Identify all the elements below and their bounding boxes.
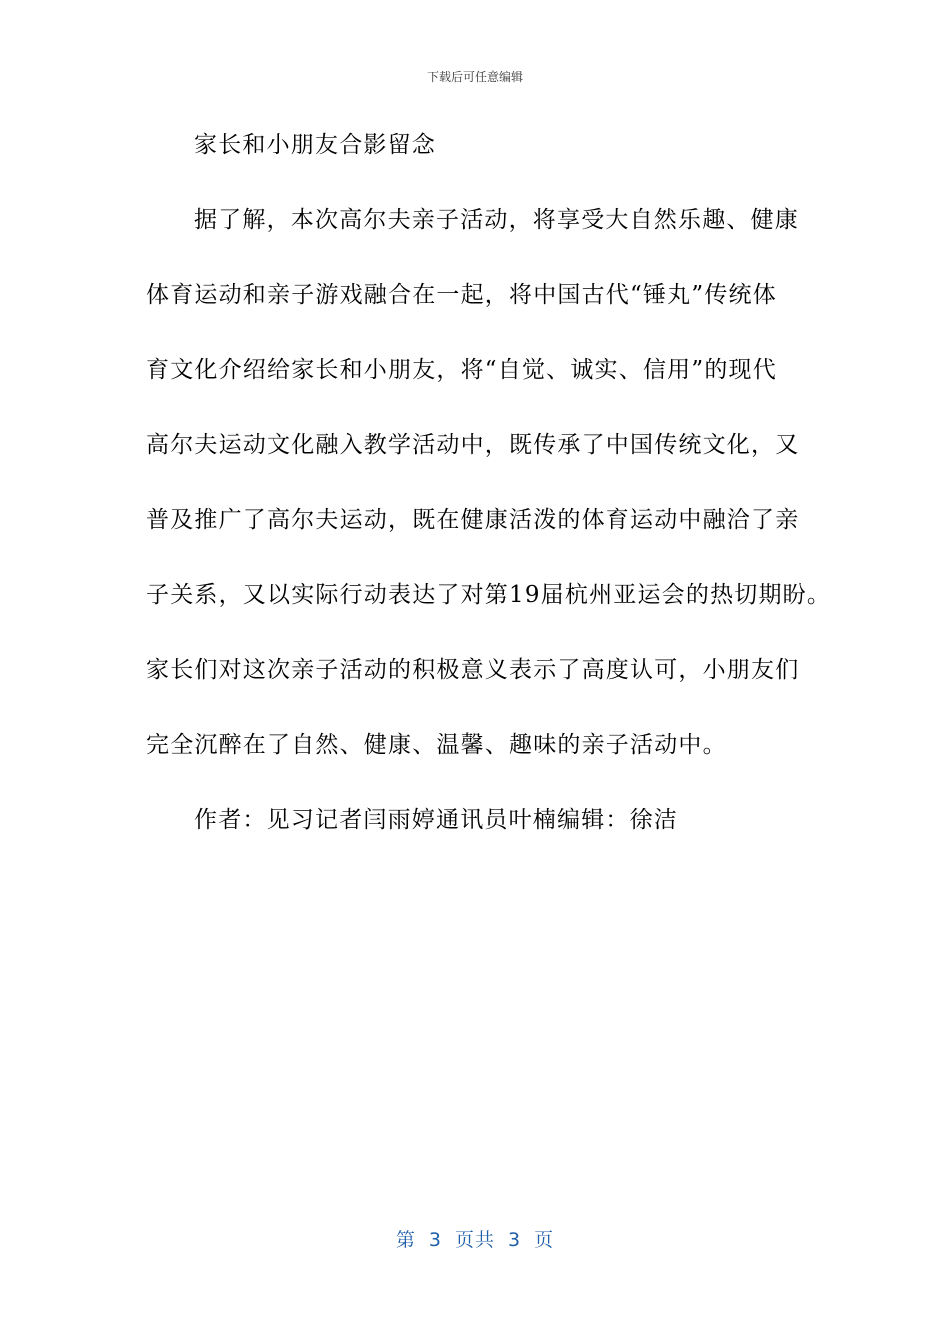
paragraph-line: 据了解，本次高尔夫亲子活动，将享受大自然乐趣、健康 bbox=[194, 207, 799, 233]
paragraph-line: 家长们对这次亲子活动的积极意义表示了高度认可，小朋友们 bbox=[146, 657, 800, 683]
paragraph-line: 子关系，又以实际行动表达了对第19届杭州亚运会的热切期盼。 bbox=[146, 582, 832, 608]
page-footer: 第 3 页共 3 页 bbox=[395, 1229, 555, 1251]
paragraph-line: 普及推广了高尔夫运动，既在健康活泼的体育运动中融洽了亲 bbox=[146, 507, 800, 533]
author-credit: 作者：见习记者闫雨婷通讯员叶楠编辑：徐洁 bbox=[194, 807, 678, 833]
page-header: 下载后可任意编辑 bbox=[426, 70, 523, 84]
paragraph-line: 育文化介绍给家长和小朋友，将“自觉、诚实、信用”的现代 bbox=[146, 357, 777, 383]
paragraph-line: 体育运动和亲子游戏融合在一起，将中国古代“锤丸”传统体 bbox=[146, 282, 777, 308]
paragraph-line: 高尔夫运动文化融入教学活动中，既传承了中国传统文化，又 bbox=[146, 432, 800, 458]
paragraph-line: 完全沉醉在了自然、健康、温馨、趣味的亲子活动中。 bbox=[146, 732, 727, 758]
photo-caption: 家长和小朋友合影留念 bbox=[194, 132, 436, 158]
